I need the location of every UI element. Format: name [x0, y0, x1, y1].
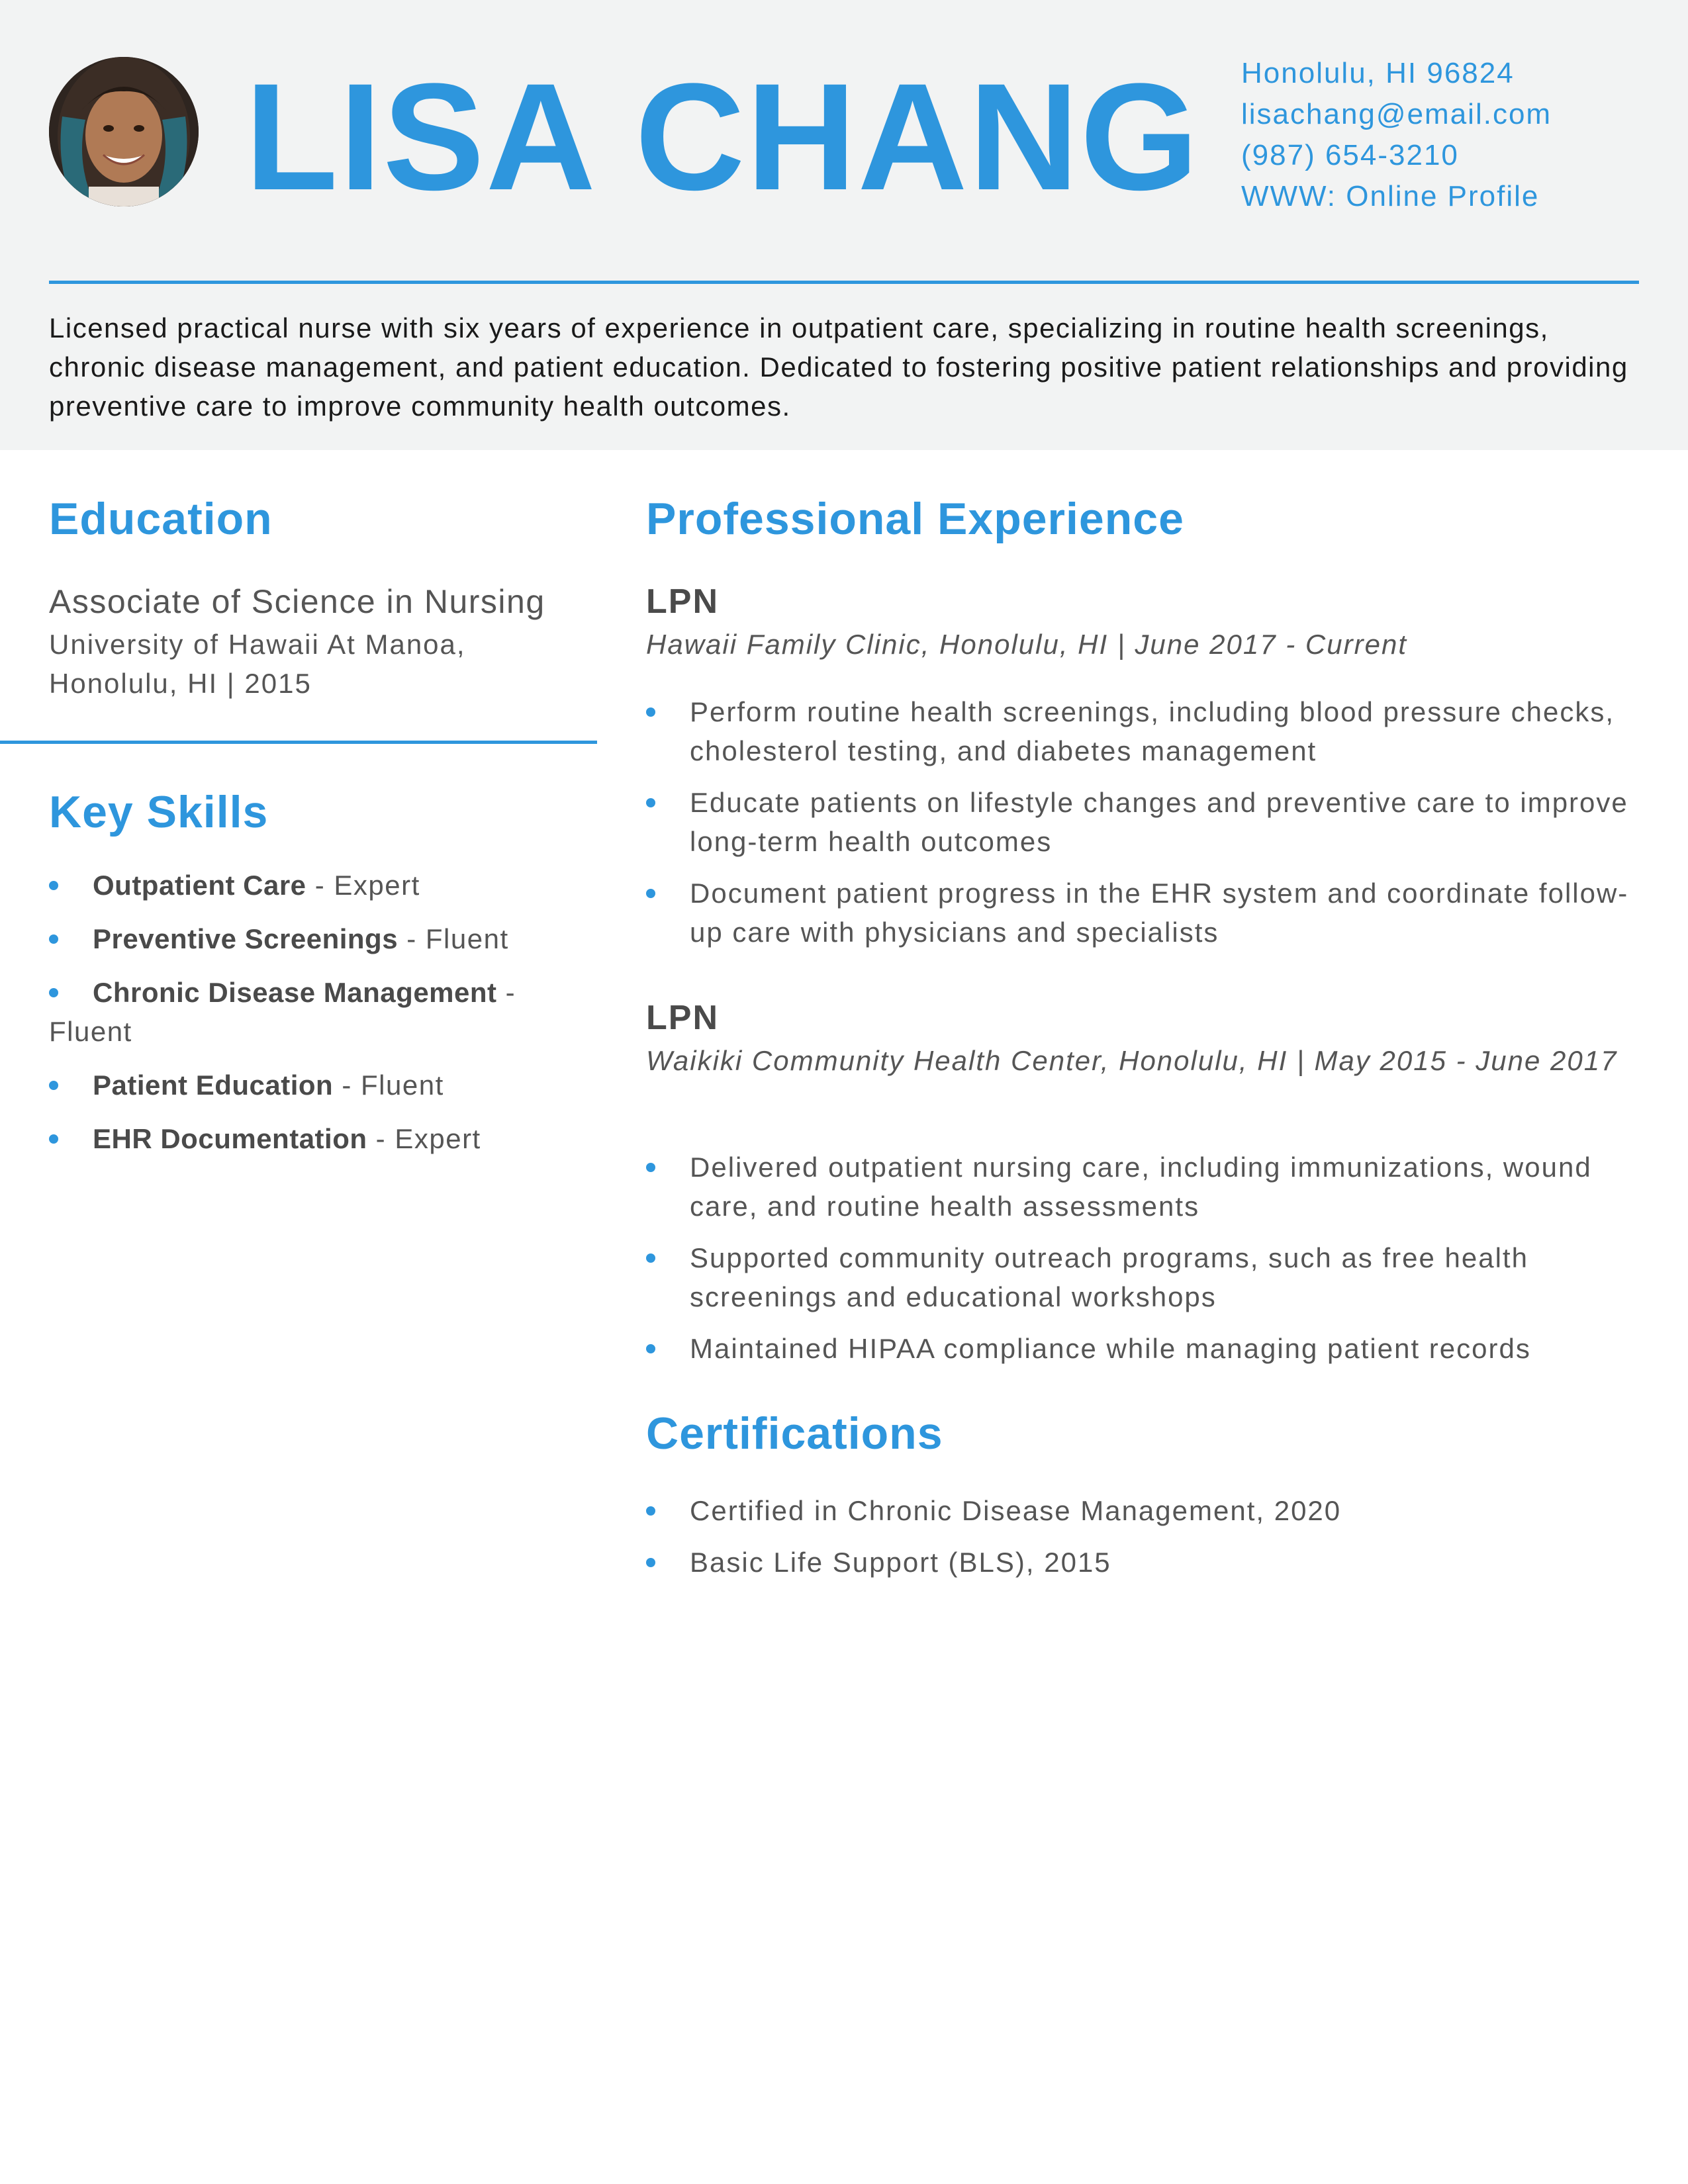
bullet-text: Maintained HIPAA compliance while managing patient records — [690, 1333, 1531, 1364]
certifications-heading: Certifications — [646, 1408, 943, 1459]
job-bullet — [646, 1148, 1639, 1226]
bullet-dot — [49, 1134, 58, 1144]
bullet-dot — [49, 1081, 58, 1090]
contact-location: Honolulu, HI 96824 — [1241, 57, 1515, 89]
bullet-dot — [49, 881, 58, 890]
job-title: LPN — [646, 999, 719, 1037]
skill-level: - Fluent — [333, 1069, 444, 1101]
bullet-dot — [646, 798, 655, 807]
bullet-dot — [646, 1344, 655, 1353]
job-bullet — [646, 1238, 1639, 1316]
candidate-name: LISA CHANG — [245, 52, 1200, 222]
contact-phone: (987) 654-3210 — [1241, 139, 1459, 171]
bullet-dot — [646, 1558, 655, 1567]
skill-item — [49, 919, 579, 958]
bullet-text: Educate patients on lifestyle changes and preventive care to improve long-term health outcomes — [690, 787, 1628, 857]
skill-level: - Expert — [306, 870, 420, 901]
skill-name: Preventive Screenings — [93, 923, 399, 954]
contact-block — [1241, 53, 1552, 217]
job-bullet — [646, 692, 1639, 770]
certification-text: Basic Life Support (BLS), 2015 — [690, 1547, 1111, 1578]
skill-name: EHR Documentation — [93, 1123, 367, 1154]
bullet-dot — [49, 934, 58, 944]
education-school-name: University of Hawaii At Manoa, — [49, 629, 466, 660]
bullet-dot — [49, 988, 58, 997]
portrait-photo — [49, 57, 199, 206]
skill-item — [49, 1066, 579, 1105]
bullet-dot — [646, 1253, 655, 1263]
header-divider — [49, 281, 1639, 284]
education-heading: Education — [49, 494, 273, 544]
skill-level: - Expert — [367, 1123, 481, 1154]
skill-level: - Fluent — [49, 977, 516, 1047]
skill-item — [49, 866, 579, 905]
skill-item — [49, 973, 579, 1051]
skills-list — [49, 866, 579, 1173]
education-location-year: Honolulu, HI | 2015 — [49, 668, 312, 699]
bullet-dot — [646, 1163, 655, 1172]
job-bullets — [646, 692, 1639, 964]
bullet-text: Supported community outreach programs, such as free health screenings and educational workshops — [690, 1242, 1528, 1312]
skill-name: Outpatient Care — [93, 870, 306, 901]
skill-name: Patient Education — [93, 1069, 334, 1101]
contact-website[interactable]: WWW: Online Profile — [1241, 180, 1540, 212]
skill-name: Chronic Disease Management — [93, 977, 497, 1008]
certification-item — [646, 1491, 1639, 1530]
job-meta: Waikiki Community Health Center, Honolulu, HI | May 2015 - June 2017 — [646, 1045, 1618, 1076]
avatar — [49, 57, 199, 206]
education-degree: Associate of Science in Nursing — [49, 583, 545, 620]
job-bullet — [646, 1329, 1639, 1368]
job-title: LPN — [646, 582, 719, 621]
certification-item — [646, 1543, 1639, 1582]
skill-level: - Fluent — [398, 923, 509, 954]
bullet-text: Perform routine health screenings, including blood pressure checks, cholesterol testing, and diabetes management — [690, 696, 1615, 766]
contact-email[interactable]: lisachang@email.com — [1241, 98, 1552, 130]
education-school — [49, 625, 579, 703]
professional-summary: Licensed practical nurse with six years of experience in outpatient care, specializing in routine health screenings, chronic disease management, and patient education. Dedicated to fostering positive patient relationships and providing preventive care to improve community health outcomes. — [49, 312, 1628, 422]
job-bullets — [646, 1148, 1639, 1381]
experience-heading: Professional Experience — [646, 494, 1184, 544]
certification-text: Certified in Chronic Disease Management, 2020 — [690, 1495, 1342, 1526]
section-divider — [0, 741, 597, 744]
job-bullet — [646, 783, 1639, 861]
job-bullet — [646, 874, 1639, 952]
bullet-dot — [646, 889, 655, 898]
skill-item — [49, 1119, 579, 1158]
bullet-text: Delivered outpatient nursing care, including immunizations, wound care, and routine health assessments — [690, 1152, 1592, 1222]
job-meta: Hawaii Family Clinic, Honolulu, HI | June 2017 - Current — [646, 629, 1407, 660]
certifications-list — [646, 1491, 1639, 1594]
bullet-text: Document patient progress in the EHR system and coordinate follow-up care with physicians and specialists — [690, 878, 1629, 948]
bullet-dot — [646, 707, 655, 717]
skills-heading: Key Skills — [49, 787, 269, 837]
bullet-dot — [646, 1506, 655, 1516]
